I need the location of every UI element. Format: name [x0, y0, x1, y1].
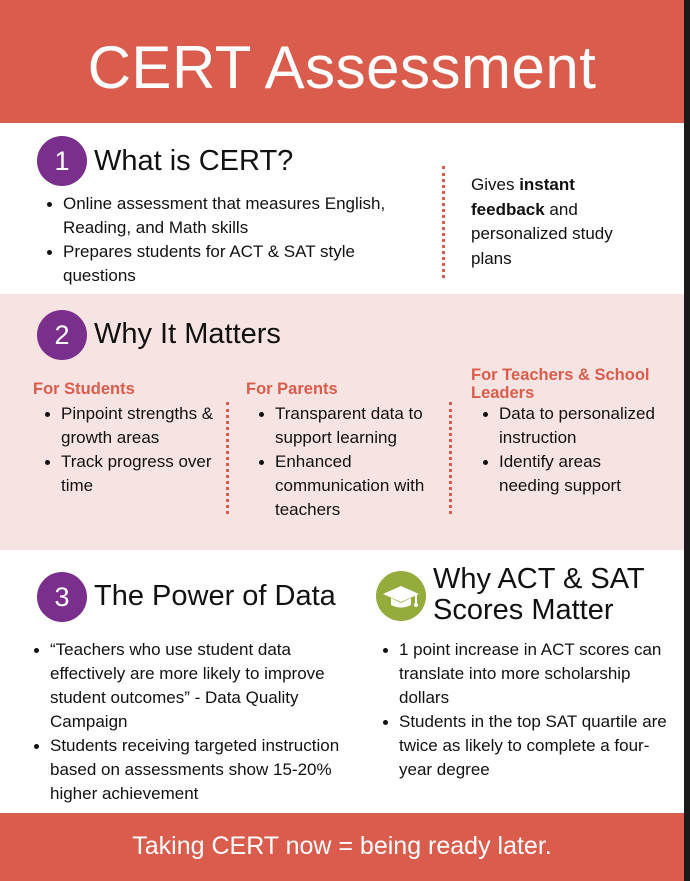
list-item: Pinpoint strengths & growth areas — [44, 402, 219, 450]
dotted-divider — [226, 402, 229, 514]
footer-banner — [0, 813, 684, 881]
bullet-list — [482, 402, 662, 498]
list-item: Enhanced communication with teachers — [258, 450, 448, 522]
list-item: “Teachers who use student data effectively are more likely to improve student outcomes” - Data Quality Campaign — [33, 638, 343, 734]
section-number-badge: 1 — [37, 136, 87, 186]
list-item: Online assessment that measures English, Reading, and Math skills — [46, 192, 421, 240]
title-line: Why ACT & SAT — [433, 563, 645, 595]
section-number-badge: 3 — [37, 572, 87, 622]
title-line: Scores Matter — [433, 594, 614, 626]
list-item: Identify areas needing support — [482, 450, 662, 498]
bullet-list — [46, 192, 421, 288]
section-what-is-cert — [0, 123, 684, 294]
footer-tagline: Taking CERT now = being ready later. — [132, 832, 552, 860]
header-banner — [0, 0, 684, 123]
note-suffix: and personalized study plans — [471, 199, 613, 268]
section-number-badge: 2 — [37, 310, 87, 360]
bullet-list — [258, 402, 448, 522]
graduation-cap-icon — [376, 571, 426, 621]
bullet-list — [382, 638, 672, 782]
bullet-list — [44, 402, 219, 498]
section-title: The Power of Data — [94, 580, 336, 612]
section-data-and-scores — [0, 550, 684, 813]
section-title: What is CERT? — [94, 145, 294, 177]
dotted-divider — [442, 166, 445, 278]
page-title: CERT Assessment — [87, 34, 597, 101]
column-heading-teachers: For Teachers & School Leaders — [471, 366, 650, 402]
list-item: 1 point increase in ACT scores can translate into more scholarship dollars — [382, 638, 672, 710]
note-bold: instant feedback — [471, 175, 575, 219]
list-item: Data to personalized instruction — [482, 402, 662, 450]
dotted-divider — [449, 402, 452, 514]
list-item: Prepares students for ACT & SAT style questions — [46, 240, 421, 288]
section-title — [433, 564, 645, 626]
list-item: Track progress over time — [44, 450, 219, 498]
list-item: Students receiving targeted instruction based on assessments show 15-20% higher achievement — [33, 734, 343, 806]
list-item: Transparent data to support learning — [258, 402, 448, 450]
bullet-list — [33, 638, 343, 806]
column-heading-students: For Students — [33, 380, 135, 398]
section-why-it-matters — [0, 294, 684, 550]
section-title: Why It Matters — [94, 318, 281, 350]
note-prefix: Gives — [471, 175, 520, 194]
column-heading-parents: For Parents — [246, 380, 338, 398]
feedback-note — [471, 173, 651, 271]
list-item: Students in the top SAT quartile are twice as likely to complete a four-year degree — [382, 710, 672, 782]
